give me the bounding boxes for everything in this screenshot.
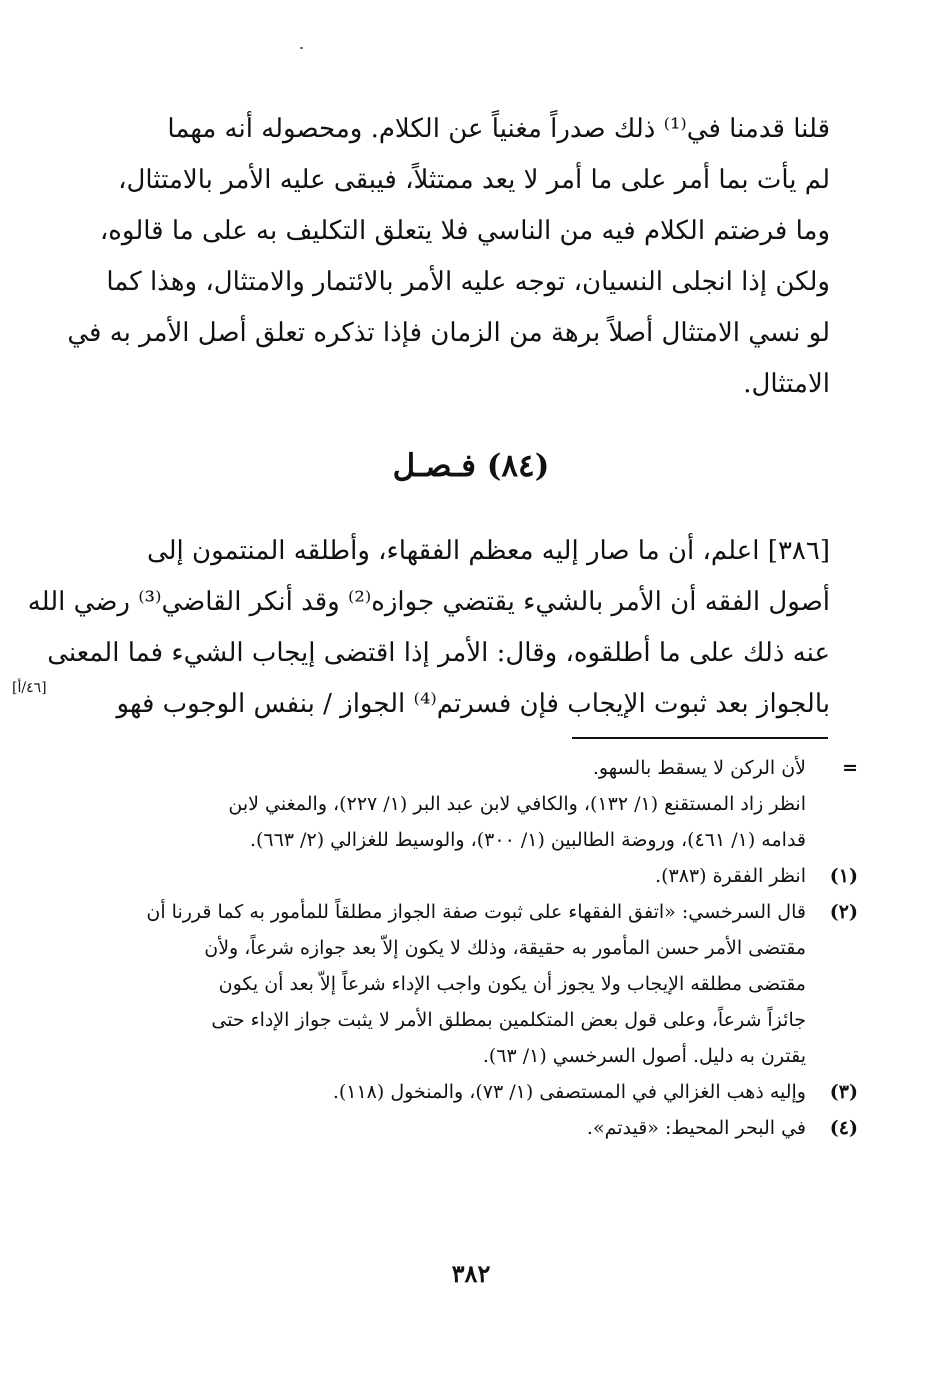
footnote-line: قال السرخسي: «اتفق الفقهاء على ثبوت صفة الجواز مطلقاً للمأمور به كما قررنا أن: [146, 901, 806, 923]
footnote-text: [78, 858, 806, 894]
footnote-line: في البحر المحيط: «قيدتم».: [586, 1117, 806, 1139]
footnote-line: مقتضى مطلقه الإيجاب ولا يجوز أن يكون واجب الإداء شرعاً إلاّ بعد أن يكون: [218, 973, 806, 995]
paragraph-line: بالجواز بعد ثبوت الإيجاب فإن فسرتم⁽⁴⁾ الجواز / بنفس الوجوب فهو: [116, 689, 830, 719]
footnote-marker: (٣): [829, 1081, 858, 1103]
footnote-text: [78, 750, 806, 786]
footnote-text: [78, 1074, 806, 1110]
footnote-item: [78, 858, 858, 894]
page-number: ٣٨٢: [451, 1259, 491, 1288]
footnote-line: يقترن به دليل. أصول السرخسي (١/ ٦٣).: [482, 1045, 806, 1067]
footnote-marker: =: [842, 757, 858, 779]
footnote-divider: [572, 737, 828, 739]
footnote-item: [78, 750, 858, 786]
footnote-line: انظر الفقرة (٣٨٣).: [655, 865, 806, 887]
footnote-line: انظر زاد المستقنع (١/ ١٣٢)، والكافي لابن عبد البر (١/ ٢٢٧)، والمغني لابن: [228, 793, 806, 815]
paragraph-line: عنه ذلك على ما أطلقوه، وقال: الأمر إذا اقتضى إيجاب الشيء فما المعنى: [47, 638, 830, 668]
footnote-item: [78, 1074, 858, 1110]
footnote-text: [78, 894, 806, 1074]
paragraph-line: أصول الفقه أن الأمر بالشيء يقتضي جوازه⁽²⁾ وقد أنكر القاضي⁽³⁾ رضي الله: [27, 587, 830, 617]
scan-speck: [300, 47, 303, 49]
footnote-marker: (٤): [829, 1117, 858, 1139]
footnote-marker: [806, 786, 858, 858]
footnotes: [78, 750, 858, 1146]
footnote-marker: (٢): [829, 901, 858, 923]
footnote-item: [78, 1110, 858, 1146]
paragraph-line: ولكن إذا انجلى النسيان، توجه عليه الأمر بالائتمار والامتثال، وهذا كما: [106, 267, 830, 297]
footnote-item: [78, 894, 858, 1074]
footnote-line: لأن الركن لا يسقط بالسهو.: [592, 757, 806, 779]
paragraph-line: لو نسي الامتثال أصلاً برهة من الزمان فإذا تذكره تعلق أصل الأمر به في: [67, 318, 830, 348]
footnote-line: قدامه (١/ ٤٦١)، وروضة الطالبين (١/ ٣٠٠)، والوسيط للغزالي (٢/ ٦٦٣).: [249, 829, 806, 851]
paragraph-line: وما فرضتم الكلام فيه من الناسي فلا يتعلق التكليف به على ما قالوه،: [99, 216, 830, 246]
footnote-line: مقتضى الأمر حسن المأمور به حقيقة، وذلك لا يكون إلاّ بعد جوازه شرعاً، ولأن: [204, 937, 806, 959]
footnote-line: وإليه ذهب الغزالي في المستصفى (١/ ٧٣)، والمنخول (١١٨).: [332, 1081, 806, 1103]
footnote-line: جائزاً شرعاً، وعلى قول بعض المتكلمين بمطلق الأمر لا يثبت جواز الإداء حتى: [211, 1009, 806, 1031]
footnote-text: [78, 786, 806, 858]
footnote-item: [78, 786, 858, 858]
paragraph-line: لم يأت بما أمر على ما أمر لا يعد ممتثلاً، فيبقى عليه الأمر بالامتثال،: [118, 165, 830, 195]
section-heading: (٨٤) فـصـل: [392, 448, 550, 484]
paragraph-line: الامتثال.: [743, 369, 830, 399]
top-paragraph: [67, 104, 830, 410]
paragraph-line: [٣٨٦] اعلم، أن ما صار إليه معظم الفقهاء، وأطلقه المنتمون إلى: [146, 536, 830, 566]
footnote-marker: (١): [829, 865, 858, 887]
paragraph-line: قلنا قدمنا في⁽¹⁾ ذلك صدراً مغنياً عن الكلام. ومحصوله أنه مهما: [167, 114, 830, 144]
margin-folio-note: [٤٦/أ]: [12, 680, 47, 696]
footnote-text: [78, 1110, 806, 1146]
